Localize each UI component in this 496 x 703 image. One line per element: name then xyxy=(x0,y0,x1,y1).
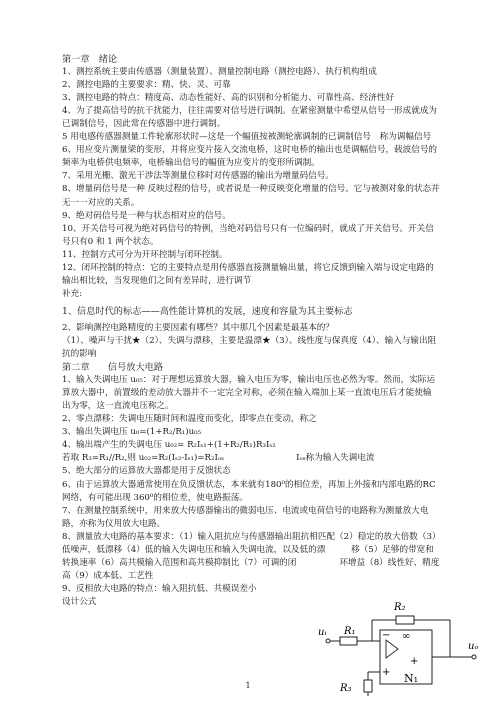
noninverting-input-sign: + xyxy=(382,667,391,678)
ch1-item-11: 11、控制方式可分为开环控制与闭环控制。 xyxy=(62,249,228,260)
ch1-extra-1: 1、信息时代的标志——高性能计算机的发展，速度和容量为其主要标志 xyxy=(62,305,353,317)
ch1-item-8: 8、增量码信号是一种 反映过程的信号，或者说是一种反映变化增量的信号。它与被测对象的状态并无一一对应的关系。 xyxy=(62,184,440,208)
chapter-2-title: 第二章 信号放大电路 xyxy=(62,362,164,374)
op-amp-triangle-icon xyxy=(386,640,398,658)
ch1-item-2: 2、测控电路的主要要求：精、快、灵、可靠 xyxy=(62,80,231,91)
ch2-condition-note: Iₒₛ称为输入失调电流 xyxy=(296,453,375,464)
ch2-design-formula-label: 设计公式 xyxy=(62,596,97,607)
ch2-item-9: 9、反相放大电路的特点：输入阻抗低、共模误差小 xyxy=(62,583,257,594)
ch2-item-5: 5、绝大部分的运算放大器都是用于反馈状态 xyxy=(62,466,231,477)
ch1-item-6: 6、用应变片测量梁的变形，并将应变片接入交流电桥，这时电桥的输出也是调幅信号，载波信号的频率为电桥供电频率，电桥输出信号的幅值为应变片的变形所调制。 xyxy=(62,145,438,169)
infinity-symbol: ∞ xyxy=(402,631,411,642)
ch2-item-7: 7、在测量控制系统中，用来放大传感器输出的微弱电压、电流或电荷信号的电路称为测量放大电路，亦称为仪用放大电路。 xyxy=(62,505,429,529)
ch2-item-3: 3、输出失调电压 u₀=(1+R₂/R₁)u₀₅ xyxy=(62,427,202,438)
ch2-condition xyxy=(62,452,440,465)
ch2-item-2: 2、零点漂移：失调电压随时间和温度而变化，即零点在变动，称之 xyxy=(62,414,317,425)
document-body xyxy=(62,53,440,609)
r3-label: R₃ xyxy=(340,683,352,694)
output-terminal xyxy=(472,655,476,659)
ch1-item-3: 3、测控电路的特点：精度高、动态性能好、高的识别和分析能力、可靠性高、经济性好 xyxy=(62,93,395,104)
ch2-condition-formula: 若取 R₃=R₁//R₂,则 u₀₂=R₂(Iₛ₂-Iₛ₁)=R₂Iₒₛ xyxy=(62,453,225,464)
ch2-item-8: 8、测量放大电路的基本要求：（1）输入阻抗应与传感器输出阻抗相匹配（2）稳定的放大倍数（3）低噪声，低漂移（4）低的输入失调电压和输入失调电流，以及低的漂 移（5）足够的带宽和转换速率（6）高共模输入范围和高共模抑制比（7）可调的闭 环增益（8）线性好、精度高（9）成本低、工艺性 xyxy=(62,531,440,581)
ch1-extra-3: （1）、噪声与干扰★（2）、失调与漂移，主要是温漂★（3）、线性度与保真度（4）、输入与输出阻抗的影响 xyxy=(62,335,437,360)
input-terminal xyxy=(326,639,330,643)
ch1-item-1: 1、测控系统主要由传感器（测量装置）、测量控制电路（测控电路）、执行机构组成 xyxy=(62,67,377,78)
output-sign: + xyxy=(410,656,419,667)
chapter-1-title: 第一章 绪论 xyxy=(62,54,118,65)
supplement-label: 补充: xyxy=(62,288,83,299)
ch1-item-5: 5 用电感传感器测量工件轮廓形状时—这是一个幅值按被测轮廓调制的已调制信号 称为调幅信号 xyxy=(62,132,432,143)
input-voltage-label: uᵢ xyxy=(318,627,327,638)
r1-label: R₁ xyxy=(344,626,356,637)
ch2-item-1: 1、输入失调电压 u₀₅：对于理想运算放大器，输入电压为零，输出电压也必然为零。然而，实际运算放大器中，前置级的差动放大器并不一定完全对称，必须在输入端加上某一直流电压后才能使输出为零，这一直流电压称之。 xyxy=(62,375,435,412)
resistor-r2 xyxy=(396,616,414,624)
r2-label: R₂ xyxy=(394,602,406,613)
ch2-item-4: 4、输出端产生的失调电压 u₀₂= R₂Iₛ₁+(1+R₂/R₁)R₃Iₛ₂ xyxy=(62,440,276,451)
ch1-item-9: 9、绝对码信号是一种与状态相对应的信号。 xyxy=(62,210,231,221)
ch1-item-7: 7、采用光栅、激光干涉法等测量位移时对传感器的输出为增量码信号。 xyxy=(62,171,334,182)
ch1-extra-2: 2、影响测控电路精度的主要因素有哪些？其中那几个因素是最基本的？ xyxy=(62,322,334,333)
ch1-item-12: 12、闭环控制的特点：它的主要特点是用传感器直接测量输出量，将它反馈到输入端与设定电路的输出相比较，当发现他们之间有差异时，进行调节 xyxy=(62,262,434,286)
ch1-item-10: 10、开关信号可视为绝对码信号的特例，当绝对码信号只有一位编码时，就成了开关信号。开关信号只有0 和 1 两个状态。 xyxy=(62,223,434,247)
resistor-r1 xyxy=(340,637,357,645)
ch2-item-6: 6、由于运算放大器通常使用在负反馈状态，本来就有180⁰的相位差，再加上外接和内部电路的RC 网络，有可能出现 360⁰的相位差，使电路振荡。 xyxy=(62,479,436,503)
inverting-input-sign: − xyxy=(382,630,391,641)
output-voltage-label: uₒ xyxy=(468,641,479,652)
ch1-item-4: 4、为了提高信号的抗干扰能力，往往需要对信号进行调制。在紧密测量中希望从信号一形成就成为已调制信号，因此常在传感器中进行调制。 xyxy=(62,106,438,130)
n1-label: N₁ xyxy=(404,672,419,685)
page-number: 1 xyxy=(245,681,251,690)
